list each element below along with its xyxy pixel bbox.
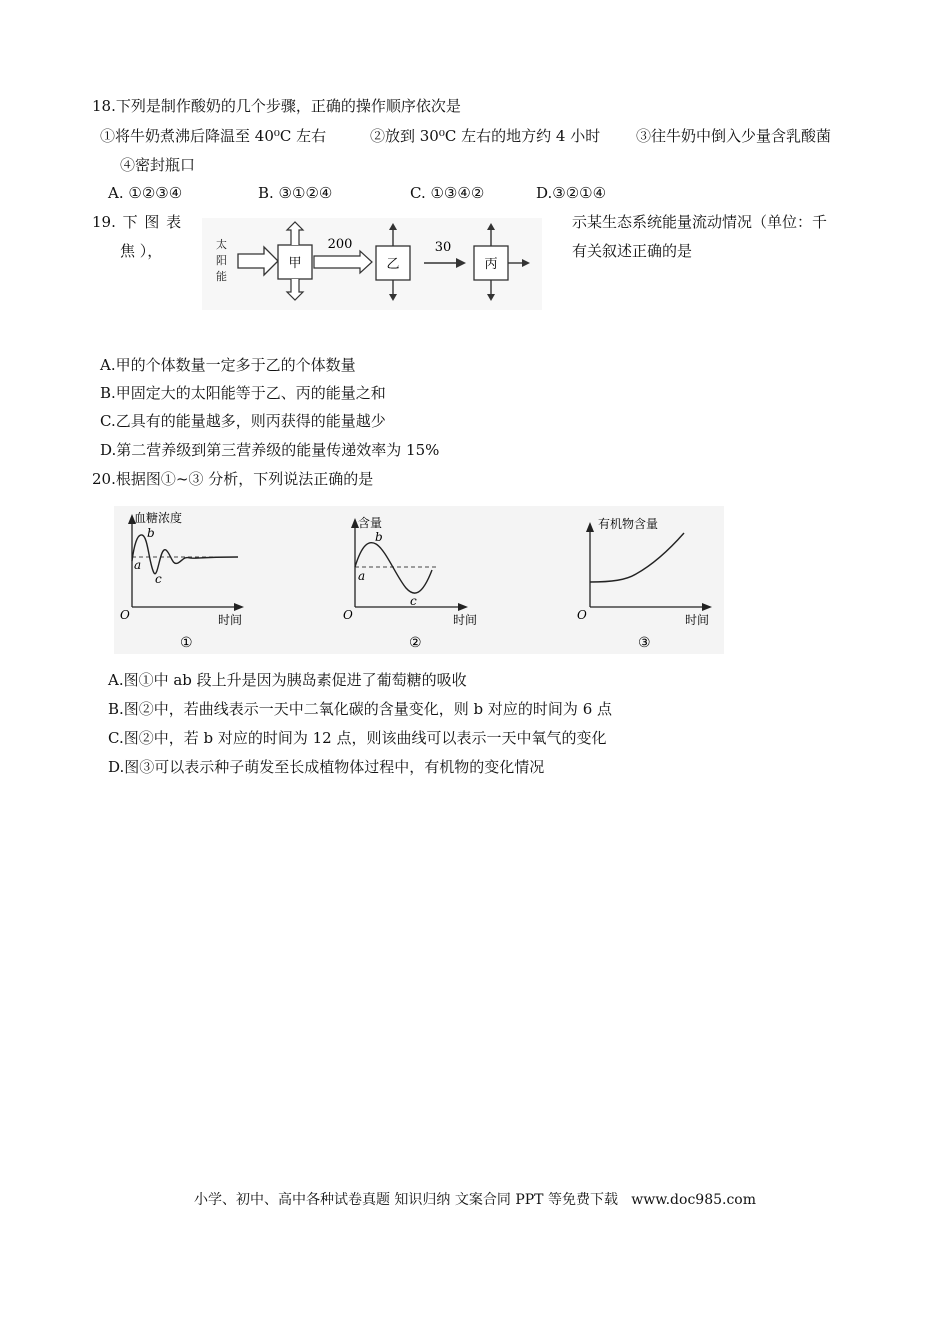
q18-stem: 18.下列是制作酸奶的几个步骤，正确的操作顺序依次是 (92, 97, 461, 115)
graph2-point-c: c (410, 594, 417, 608)
graph2-point-a: a (358, 569, 366, 583)
node-jia-label: 甲 (288, 256, 302, 271)
graph1-xlabel: 时间 (218, 613, 243, 627)
graph2-point-b: b (375, 530, 383, 544)
q18-step4: ④密封瓶口 (120, 156, 196, 174)
q19-stem-part4: 有关叙述正确的是 (572, 242, 693, 260)
graph1-origin: O (120, 608, 130, 622)
graph2-xlabel: 时间 (453, 613, 478, 627)
graph1-point-c: c (155, 572, 162, 586)
sun-label-char-1: 太 (216, 238, 227, 251)
q20-option-c: C.图②中，若 b 对应的时间为 12 点，则该曲线可以表示一天中氧气的变化 (108, 729, 607, 747)
q20-graphs (114, 506, 724, 654)
graph3-ylabel: 有机物含量 (598, 517, 659, 531)
q18-step2: ②放到 30⁰C 左右的地方约 4 小时 (370, 127, 601, 145)
q18-option-d: D.③②①④ (536, 184, 607, 202)
graph1-caption: ① (180, 635, 193, 651)
q20-option-b: B.图②中，若曲线表示一天中二氧化碳的含量变化，则 b 对应的时间为 6 点 (108, 700, 613, 718)
flow-value-jia-yi: 200 (327, 237, 353, 252)
graph2-ylabel: 含量 (358, 516, 383, 530)
q20-option-d: D.图③可以表示种子萌发至长成植物体过程中，有机物的变化情况 (108, 758, 545, 776)
q19-option-a: A.甲的个体数量一定多于乙的个体数量 (100, 356, 356, 374)
node-bing-label: 丙 (484, 257, 498, 272)
q19-stem-part1: 19. 下 图 表 (92, 213, 182, 231)
flow-value-yi-bing: 30 (434, 240, 452, 255)
q18-option-b: B. ③①②④ (258, 184, 333, 202)
graph1-point-a: a (134, 558, 142, 572)
q18-step1: ①将牛奶煮沸后降温至 40⁰C 左右 (100, 127, 327, 145)
node-yi-label: 乙 (386, 257, 400, 272)
q19-stem-part2: 焦 ）， (120, 242, 163, 260)
page-footer: 小学、初中、高中各种试卷真题 知识归纳 文案合同 PPT 等免费下载 www.doc985.com (193, 1192, 756, 1208)
graph1-point-b: b (147, 526, 155, 540)
graph1-ylabel: 血糖浓度 (134, 511, 183, 525)
q20-stem: 20.根据图①~③ 分析，下列说法正确的是 (92, 470, 374, 488)
energy-flow-diagram (202, 218, 542, 310)
graph3-caption: ③ (638, 635, 651, 651)
q19-option-c: C.乙具有的能量越多，则丙获得的能量越少 (100, 412, 386, 430)
q18-step3: ③往牛奶中倒入少量含乳酸菌 (636, 127, 832, 145)
graph2-caption: ② (409, 635, 422, 651)
graph3-xlabel: 时间 (685, 613, 710, 627)
sun-label-char-3: 能 (216, 270, 227, 283)
q20-option-a: A.图①中 ab 段上升是因为胰岛素促进了葡萄糖的吸收 (108, 671, 467, 689)
q19-option-b: B.甲固定大的太阳能等于乙、丙的能量之和 (100, 384, 386, 402)
q19-option-d: D.第二营养级到第三营养级的能量传递效率为 15% (100, 441, 440, 459)
graph2-origin: O (343, 608, 353, 622)
sun-label-char-2: 阳 (216, 254, 227, 267)
q18-option-c: C. ①③④② (410, 184, 485, 202)
q19-stem-part3: 示某生态系统能量流动情况（单位：千 (572, 213, 828, 231)
q18-option-a: A. ①②③④ (108, 184, 183, 202)
graph3-origin: O (577, 608, 587, 622)
